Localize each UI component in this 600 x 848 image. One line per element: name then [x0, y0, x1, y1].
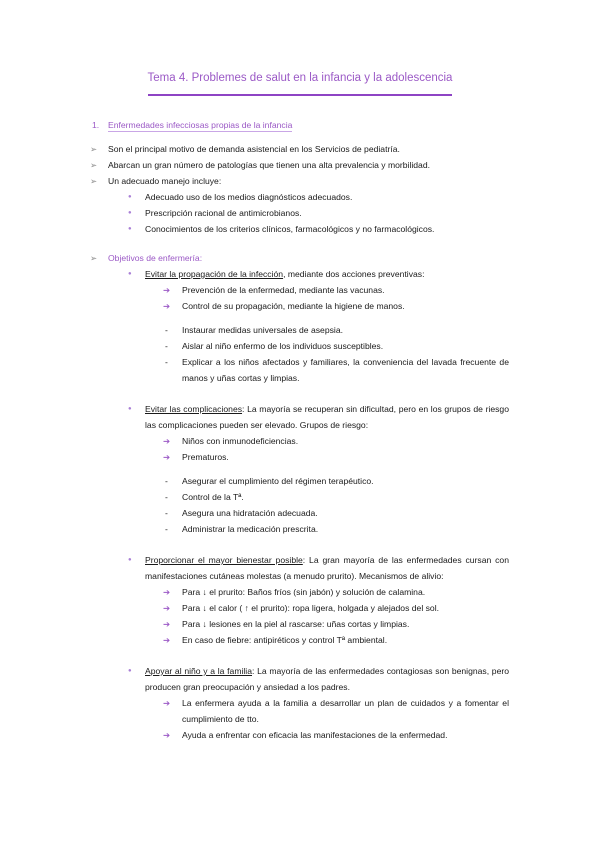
objetivos-heading: Objetivos de enfermería:	[108, 253, 203, 263]
arrow-icon: ➔	[163, 587, 171, 597]
dash-bullet-icon: -	[165, 492, 168, 502]
list-item: Abarcan un gran número de patologías que tienen una alta prevalencia y morbilidad.	[108, 160, 431, 170]
list-item: Aislar al niño enfermo de los individuos susceptibles.	[182, 341, 384, 351]
objective-text-line: manifestaciones cutáneas molestas (a menudo prurito). Mecanismos de alivio:	[145, 571, 444, 581]
dash-bullet-icon: -	[165, 325, 168, 335]
list-item-continuation: cumplimiento de tto.	[182, 714, 259, 724]
objective-text: : La mayoría se recuperan sin dificultad, pero en los grupos de riesgo	[242, 404, 509, 414]
dot-bullet-icon: ●	[128, 271, 132, 277]
list-item: Un adecuado manejo incluye:	[108, 176, 222, 186]
list-item: Asegura una hidratación adecuada.	[182, 508, 318, 518]
dash-bullet-icon: -	[165, 357, 168, 367]
list-item: Control de su propagación, mediante la higiene de manos.	[182, 301, 405, 311]
arrow-icon: ➔	[163, 603, 171, 613]
objective-text: : La mayoría de las enfermedades contagiosas son benignas, pero	[252, 666, 510, 676]
objective-text: , mediante dos acciones preventivas:	[283, 269, 425, 279]
objective-label: Evitar las complicaciones	[145, 404, 243, 414]
arrow-icon: ➔	[163, 730, 171, 740]
list-item: Conocimientos de los criterios clínicos, farmacológicos y no farmacológicos.	[145, 224, 435, 234]
title-underline	[148, 94, 452, 96]
list-item: Prescripción racional de antimicrobianos.	[145, 208, 302, 218]
section-number: 1.	[92, 120, 100, 130]
arrowhead-bullet-icon: ➢	[90, 253, 98, 263]
dot-bullet-icon: ●	[128, 557, 132, 563]
list-item: Asegurar el cumplimiento del régimen terapéutico.	[182, 476, 374, 486]
objective-text: : La gran mayoría de las enfermedades cursan con	[302, 555, 509, 565]
objective-3	[145, 554, 509, 566]
list-item-continuation: manos y uñas cortas y limpias.	[182, 373, 300, 383]
arrow-icon: ➔	[163, 635, 171, 645]
objective-text-line: las complicaciones pueden ser elevado. Grupos de riesgo:	[145, 420, 369, 430]
arrow-icon: ➔	[163, 619, 171, 629]
list-item: Administrar la medicación prescrita.	[182, 524, 319, 534]
document-title: Tema 4. Problemes de salut en la infancia y la adolescencia	[147, 72, 453, 84]
list-item: Ayuda a enfrentar con eficacia las manifestaciones de la enfermedad.	[182, 730, 448, 740]
objective-label: Apoyar al niño y a la familia	[145, 666, 252, 676]
dot-bullet-icon: ●	[128, 406, 132, 412]
arrow-icon: ➔	[163, 285, 171, 295]
dot-bullet-icon: ●	[128, 668, 132, 674]
dash-bullet-icon: -	[165, 476, 168, 486]
dot-bullet-icon: ●	[128, 210, 132, 216]
list-item: Explicar a los niños afectados y familiares, la conveniencia del lavada frecuente de	[182, 357, 509, 367]
objective-label: Proporcionar el mayor bienestar posible	[145, 555, 303, 565]
arrow-icon: ➔	[163, 301, 171, 311]
objective-text-line: producen gran preocupación y ansiedad a los padres.	[145, 682, 350, 692]
list-item: En caso de fiebre: antipiréticos y control Tª ambiental.	[182, 635, 388, 645]
dash-bullet-icon: -	[165, 524, 168, 534]
objective-1	[145, 268, 424, 280]
dash-bullet-icon: -	[165, 508, 168, 518]
list-item: Adecuado uso de los medios diagnósticos adecuados.	[145, 192, 353, 202]
arrow-icon: ➔	[163, 436, 171, 446]
list-item: Para ↓ el prurito: Baños fríos (sin jabón) y solución de calamina.	[182, 587, 426, 597]
arrowhead-bullet-icon: ➢	[90, 160, 98, 170]
section-heading: Enfermedades infecciosas propias de la infancia	[108, 120, 293, 130]
list-item: Control de la Tª.	[182, 492, 244, 502]
list-item: Instaurar medidas universales de asepsia.	[182, 325, 343, 335]
arrow-icon: ➔	[163, 698, 171, 708]
arrowhead-bullet-icon: ➢	[90, 144, 98, 154]
list-item: Niños con inmunodeficiencias.	[182, 436, 299, 446]
list-item: La enfermera ayuda a la familia a desarrollar un plan de cuidados y a fomentar el	[182, 698, 509, 708]
dot-bullet-icon: ●	[128, 194, 132, 200]
objective-label: Evitar la propagación de la infección	[145, 269, 284, 279]
dash-bullet-icon: -	[165, 341, 168, 351]
arrow-icon: ➔	[163, 452, 171, 462]
objective-2	[145, 403, 509, 415]
objective-4	[145, 665, 509, 677]
dot-bullet-icon: ●	[128, 226, 132, 232]
list-item: Para ↓ lesiones en la piel al rascarse: uñas cortas y limpias.	[182, 619, 410, 629]
list-item: Para ↓ el calor ( ↑ el prurito): ropa ligera, holgada y alejados del sol.	[182, 603, 439, 613]
list-item: Prematuros.	[182, 452, 229, 462]
arrowhead-bullet-icon: ➢	[90, 176, 98, 186]
list-item: Son el principal motivo de demanda asistencial en los Servicios de pediatría.	[108, 144, 400, 154]
list-item: Prevención de la enfermedad, mediante las vacunas.	[182, 285, 385, 295]
